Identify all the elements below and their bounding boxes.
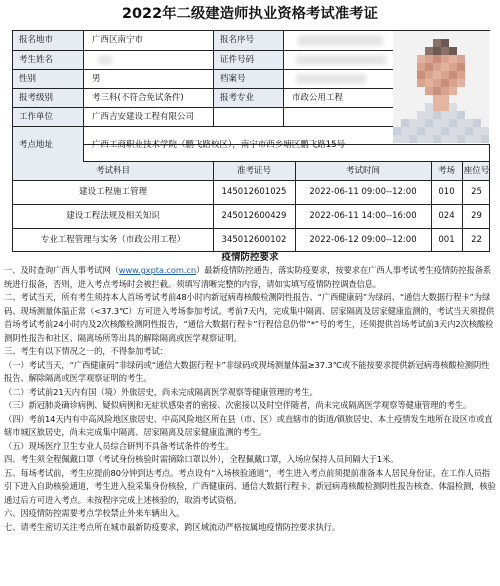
photo-mosaic-tile [449, 55, 457, 63]
value-venue: 广西工商职业技术学院（鹏飞路校区），南宁市西乡塘区鹏飞路15号 [92, 140, 346, 150]
photo-mosaic-tile [473, 79, 481, 87]
photo-mosaic-tile [433, 71, 441, 79]
photo-mosaic-tile [481, 55, 489, 63]
photo-mosaic-tile [473, 47, 481, 55]
photo-mosaic-tile [481, 111, 489, 119]
value-region: 广西区南宁市 [92, 35, 144, 45]
photo-mosaic-tile [457, 47, 465, 55]
photo-mosaic-tile [393, 135, 401, 143]
photo-mosaic-tile [401, 87, 409, 95]
photo-mosaic-tile [473, 135, 481, 143]
photo-mosaic-tile [457, 55, 465, 63]
photo-mosaic-tile [425, 63, 433, 71]
photo-mosaic-tile [465, 135, 473, 143]
notice-item-3-3: （三）新冠肺炎确诊病例、疑似病例和无症状感染者的密接、次密接以及时空伴随者，尚未完成隔离医学观察等健康管理的考生。 [4, 400, 472, 410]
photo-mosaic-tile [457, 127, 465, 135]
photo-mosaic-tile [449, 135, 457, 143]
photo-mosaic-tile [465, 79, 473, 87]
photo-mosaic-tile [481, 39, 489, 47]
photo-mosaic-tile [481, 79, 489, 87]
photo-mosaic-tile [417, 111, 425, 119]
photo-mosaic-tile [481, 119, 489, 127]
photo-mosaic-tile [425, 31, 433, 39]
exam-subject: 建设工程法规及相关知识 [66, 211, 160, 221]
label-name: 考生姓名 [13, 51, 83, 69]
redacted-file-no [296, 74, 366, 84]
photo-mosaic-tile [401, 119, 409, 127]
photo-mosaic-tile [393, 127, 401, 135]
label-employer: 工作单位 [13, 108, 83, 126]
photo-mosaic-tile [425, 87, 433, 95]
photo-mosaic-tile [417, 31, 425, 39]
photo-mosaic-tile [465, 87, 473, 95]
photo-mosaic-tile [433, 87, 441, 95]
photo-mosaic-tile [425, 127, 433, 135]
photo-mosaic-tile [425, 55, 433, 63]
photo-mosaic-tile [425, 39, 433, 47]
photo-mosaic-tile [409, 47, 417, 55]
photo-mosaic-tile [457, 71, 465, 79]
value-specialty: 市政公用工程 [292, 93, 344, 103]
photo-mosaic-tile [449, 71, 457, 79]
photo-mosaic-tile [473, 39, 481, 47]
photo-mosaic-tile [473, 31, 481, 39]
photo-mosaic-tile [409, 111, 417, 119]
photo-mosaic-tile [433, 39, 441, 47]
photo-mosaic-tile [425, 111, 433, 119]
photo-mosaic-tile [401, 103, 409, 111]
photo-mosaic-tile [417, 55, 425, 63]
photo-mosaic-tile [465, 55, 473, 63]
exam-header-room: 考场 [437, 166, 455, 176]
photo-mosaic-tile [393, 111, 401, 119]
photo-mosaic-tile [473, 95, 481, 103]
photo-mosaic-tile [401, 127, 409, 135]
photo-mosaic-tile [409, 87, 417, 95]
photo-mosaic-tile [409, 135, 417, 143]
photo-mosaic-tile [441, 87, 449, 95]
exam-seat: 25 [471, 187, 482, 197]
notice-item-2: 二、考试当天，所有考生须持本人首场考试考前48小时内新冠病毒核酸检测阴性报告、“广西健康码”为绿码、“通信大数据行程卡”为绿码、现场测量体温正常（<37.3℃）方可进入考场参加考试。考前7天内，完成集中隔离、居家隔离及居家健康监测的，考试当天须提供首场考试考前24小时内及2次核酸检测阴性报告，“通信大数据行程卡”行程信息仍带“*”号的考生，还须提供首场考试前3天内2次核酸检测阴性报告和社区、隔离场所等出具的解除隔离或医学观察证明。 [4, 292, 495, 343]
photo-mosaic-tile [441, 95, 449, 103]
exam-seat: 29 [471, 211, 482, 221]
photo-mosaic-tile [433, 119, 441, 127]
photo-mosaic-tile [433, 79, 441, 87]
redacted-reg-no [298, 35, 383, 46]
photo-mosaic-tile [425, 95, 433, 103]
photo-mosaic-tile [401, 79, 409, 87]
redacted-name [98, 55, 112, 65]
photo-mosaic-tile [417, 87, 425, 95]
photo-mosaic-tile [457, 119, 465, 127]
photo-mosaic-tile [441, 79, 449, 87]
photo-mosaic-tile [457, 135, 465, 143]
value-employer: 广西吉安建设工程有限公司 [92, 112, 195, 122]
photo-mosaic-tile [465, 103, 473, 111]
page-title: 2022年二级建造师执业资格考试准考证 [122, 6, 378, 22]
photo-mosaic-tile [441, 135, 449, 143]
value-gender: 男 [92, 74, 101, 84]
photo-mosaic-tile [481, 135, 489, 143]
label-file-no: 档案号 [214, 70, 283, 88]
photo-mosaic-tile [417, 95, 425, 103]
photo-mosaic-tile [481, 87, 489, 95]
photo-mosaic-tile [457, 87, 465, 95]
photo-mosaic-tile [481, 71, 489, 79]
photo-mosaic-tile [473, 127, 481, 135]
photo-mosaic-tile [401, 111, 409, 119]
applicant-info-table [12, 30, 490, 162]
photo-mosaic-tile [425, 119, 433, 127]
photo-mosaic-tile [409, 127, 417, 135]
photo-mosaic-tile [409, 39, 417, 47]
photo-mosaic-tile [417, 103, 425, 111]
exam-header-ticket: 准考证号 [236, 166, 271, 176]
redacted-id-no [296, 55, 386, 65]
label-gender: 性别 [13, 70, 83, 88]
photo-mosaic-tile [457, 95, 465, 103]
exam-header-subject: 考试科目 [95, 166, 130, 176]
photo-mosaic-tile [433, 55, 441, 63]
photo-mosaic-tile [473, 71, 481, 79]
photo-mosaic-tile [465, 39, 473, 47]
photo-mosaic-tile [457, 111, 465, 119]
exam-ticket-no: 145012601025 [221, 187, 287, 197]
photo-mosaic-tile [401, 95, 409, 103]
exam-seat: 22 [471, 235, 482, 245]
photo-mosaic-tile [473, 63, 481, 71]
photo-mosaic-tile [449, 95, 457, 103]
photo-mosaic-tile [393, 71, 401, 79]
photo-mosaic-tile [441, 39, 449, 47]
notice-item-1: 一、及时查询广西人事考试网（www.gxpta.com.cn）最新疫情防控通告，落实防疫要求，按要求在广西人事考试考生疫情防控报备系统进行报备，否则，进入考点考场时会被拦截。须填写清晰完整的内容，请如实填写疫情防控调查信息。 [4, 265, 492, 289]
photo-mosaic-tile [401, 71, 409, 79]
photo-mosaic-tile [425, 47, 433, 55]
photo-mosaic-tile [449, 111, 457, 119]
photo-mosaic-tile [417, 127, 425, 135]
applicant-photo [393, 31, 490, 144]
exam-subject: 建设工程施工管理 [78, 187, 147, 197]
photo-mosaic-tile [449, 79, 457, 87]
photo-mosaic-tile [393, 95, 401, 103]
photo-mosaic-tile [473, 103, 481, 111]
photo-mosaic-tile [401, 135, 409, 143]
label-level: 报考级别 [13, 89, 83, 107]
photo-mosaic-tile [465, 63, 473, 71]
photo-mosaic-tile [409, 31, 417, 39]
photo-mosaic-tile [465, 111, 473, 119]
photo-mosaic-tile [481, 63, 489, 71]
photo-mosaic-tile [417, 79, 425, 87]
photo-mosaic-tile [417, 71, 425, 79]
photo-mosaic-tile [465, 47, 473, 55]
exam-time: 2022-06-11 09:00--12:00 [309, 187, 417, 197]
photo-mosaic-tile [441, 111, 449, 119]
photo-mosaic-tile [457, 63, 465, 71]
photo-mosaic-tile [401, 63, 409, 71]
photo-mosaic-tile [441, 103, 449, 111]
photo-mosaic-tile [425, 71, 433, 79]
photo-mosaic-tile [409, 63, 417, 71]
notice-item-6: 六、因疫情防控需要考点学校禁止外来车辆出入。 [4, 508, 185, 518]
photo-mosaic-tile [449, 63, 457, 71]
photo-mosaic-tile [417, 39, 425, 47]
photo-mosaic-tile [449, 119, 457, 127]
photo-mosaic-tile [417, 47, 425, 55]
notice-item-3-4: （四）考前14天内有中高风险地区旅居史、中高风险地区所在县（市、区）或直辖市的街道/镇旅居史、本土疫情发生地所在设区市或直辖市城区旅居史，尚未完成集中隔离、居家隔离及居家健康监测的考生。 [4, 413, 493, 437]
photo-mosaic-tile [393, 79, 401, 87]
photo-mosaic-tile [465, 71, 473, 79]
photo-mosaic-tile [481, 31, 489, 39]
photo-mosaic-tile [441, 55, 449, 63]
photo-mosaic-tile [441, 31, 449, 39]
photo-mosaic-tile [417, 135, 425, 143]
photo-mosaic-tile [401, 31, 409, 39]
photo-mosaic-tile [465, 95, 473, 103]
label-specialty: 报考专业 [214, 89, 283, 107]
photo-mosaic-tile [425, 135, 433, 143]
photo-mosaic-tile [441, 63, 449, 71]
notice-item-5: 五、每场考试前，考生应提前80分钟到达考点。考点设有“入场核验通道”，考生进入考点前须提前准备本人居民身份证，在工作人员指引下进入自助核验通道，考生进入验采集身份核验，广西健康码、通信大数据行程卡、新冠病毒核酸检测阴性报告核查、体温检测，核验通过后方可进入考点。未按程序完成上述核验的，取消考试资格。 [4, 467, 496, 505]
photo-mosaic-tile [449, 31, 457, 39]
photo-mosaic-tile [449, 47, 457, 55]
photo-mosaic-tile [457, 39, 465, 47]
photo-mosaic-tile [393, 47, 401, 55]
photo-mosaic-tile [473, 111, 481, 119]
photo-mosaic-tile [457, 103, 465, 111]
photo-mosaic-tile [393, 103, 401, 111]
photo-mosaic-tile [441, 119, 449, 127]
exam-header-seat: 座位号 [463, 166, 490, 176]
exam-subject: 专业工程管理与实务（市政公用工程） [40, 235, 186, 245]
photo-mosaic-tile [425, 103, 433, 111]
notice-item-4: 四、考生须全程佩戴口罩（考试身份核验时需摘除口罩以外），全程佩戴口罩，入场应保持人员间隔大于1米。 [4, 454, 399, 464]
photo-mosaic-tile [473, 55, 481, 63]
photo-mosaic-tile [393, 119, 401, 127]
photo-mosaic-tile [401, 55, 409, 63]
photo-mosaic-tile [457, 79, 465, 87]
photo-mosaic-tile [449, 103, 457, 111]
photo-mosaic-tile [449, 39, 457, 47]
photo-mosaic-tile [433, 127, 441, 135]
photo-mosaic-tile [481, 127, 489, 135]
photo-mosaic-tile [417, 119, 425, 127]
label-venue: 考点地址 [13, 127, 83, 163]
photo-mosaic-tile [433, 111, 441, 119]
photo-mosaic-tile [433, 47, 441, 55]
notice-body [4, 264, 496, 534]
photo-mosaic-tile [401, 39, 409, 47]
photo-mosaic-tile [409, 103, 417, 111]
value-level: 考三科(不符合免试条件) [92, 93, 184, 103]
photo-mosaic-tile [417, 63, 425, 71]
photo-mosaic-tile [433, 95, 441, 103]
photo-mosaic-tile [465, 127, 473, 135]
exam-header-time: 考试时间 [345, 166, 380, 176]
exam-room: 001 [438, 235, 455, 245]
photo-mosaic-tile [393, 39, 401, 47]
photo-mosaic-tile [473, 87, 481, 95]
label-region: 报名地市 [13, 31, 83, 50]
photo-mosaic-tile [433, 135, 441, 143]
notice-title: 疫情防控要求 [221, 252, 279, 263]
photo-mosaic-tile [401, 47, 409, 55]
photo-mosaic-tile [409, 95, 417, 103]
photo-mosaic-tile [393, 31, 401, 39]
photo-mosaic-tile [457, 31, 465, 39]
photo-mosaic-tile [393, 63, 401, 71]
notice-item-7: 七、请考生密切关注考点所在城市最新防疫要求，跨区域流动严格按属地疫情防控要求执行。 [4, 521, 341, 532]
photo-mosaic-tile [481, 103, 489, 111]
notice-item-3-5: （五）现场医疗卫生专业人员综合研判不具备考试条件的考生。 [4, 440, 234, 451]
photo-mosaic-tile [409, 71, 417, 79]
photo-mosaic-tile [433, 63, 441, 71]
photo-mosaic-tile [409, 119, 417, 127]
photo-mosaic-tile [441, 47, 449, 55]
label-id-no: 证件号码 [214, 51, 283, 69]
photo-mosaic-tile [465, 31, 473, 39]
exam-time: 2022-06-12 09:00--12:00 [309, 235, 417, 245]
label-reg-no: 报名序号 [214, 31, 283, 50]
photo-mosaic-tile [433, 31, 441, 39]
notice-item-3-2: （二）考试前21天内有国（境）外旅居史，尚未完成隔离医学观察等健康管理的考生。 [4, 386, 318, 397]
exam-time: 2022-06-11 14:00--16:00 [309, 211, 417, 221]
photo-mosaic-tile [393, 87, 401, 95]
photo-mosaic-tile [409, 55, 417, 63]
photo-mosaic-tile [481, 95, 489, 103]
photo-mosaic-tile [473, 119, 481, 127]
notice-item-3-1: （一）考试当天，“广西健康码”非绿码或“通信大数据行程卡”非绿码或现场测量体温≥37.3℃或不能按要求提供新冠病毒核酸检测阴性报告、解除隔离或医学观察证明的考生。 [4, 359, 490, 383]
photo-mosaic-tile [433, 103, 441, 111]
photo-mosaic-tile [441, 71, 449, 79]
photo-mosaic-tile [449, 127, 457, 135]
exam-schedule-table [12, 162, 490, 252]
photo-mosaic-tile [393, 55, 401, 63]
exam-room: 010 [438, 187, 455, 197]
photo-mosaic-tile [481, 47, 489, 55]
exam-room: 024 [438, 211, 455, 221]
exam-ticket-no: 345012600102 [221, 235, 287, 245]
photo-mosaic-tile [465, 119, 473, 127]
website-link[interactable]: www.gxpta.com.cn [118, 265, 196, 275]
photo-mosaic-tile [425, 79, 433, 87]
photo-mosaic-tile [441, 127, 449, 135]
notice-item-3: 三、考生有以下情况之一的，不得参加考试： [4, 346, 168, 356]
photo-mosaic-tile [409, 79, 417, 87]
photo-mosaic-tile [449, 87, 457, 95]
exam-ticket-no: 245012600429 [221, 211, 287, 221]
